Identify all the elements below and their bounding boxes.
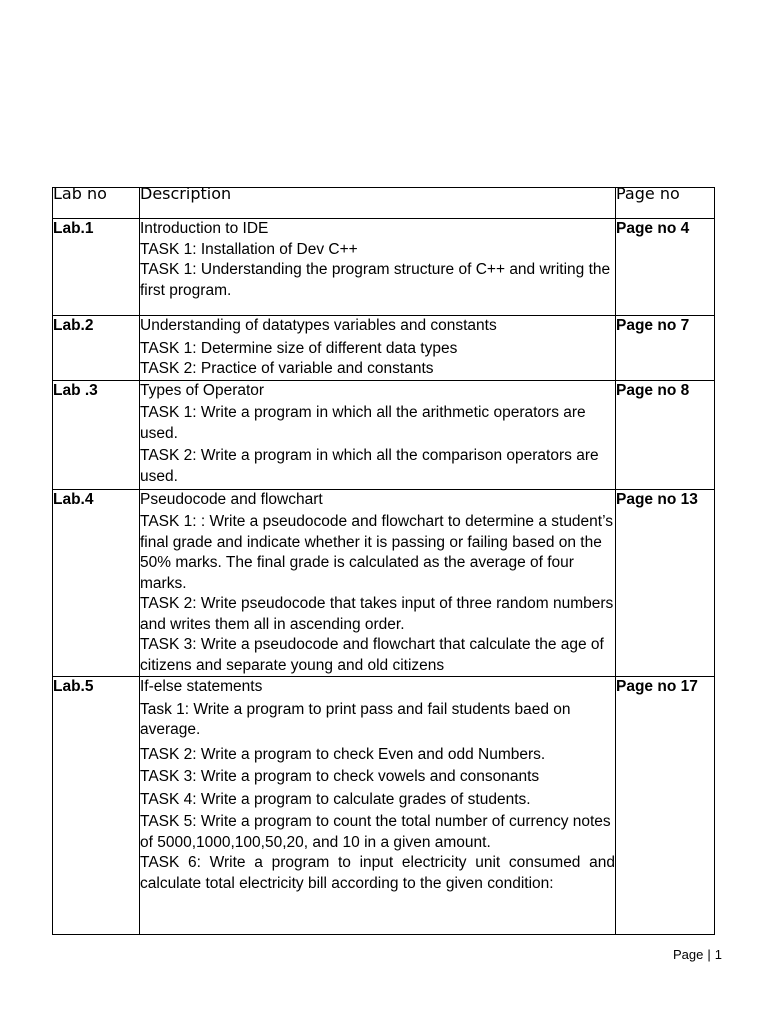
task-text: TASK 4: Write a program to calculate grades of students. bbox=[140, 790, 531, 808]
task-text: TASK 1: : Write a pseudocode and flowchart to determine a student’s final grade and indicate whether it is passing or failing based on the 50% marks. The final grade is calculated as the average of four marks. bbox=[140, 513, 614, 592]
task-text: TASK 6: Write a program to input electricity unit consumed and calculate total electricity bill according to the given condition: bbox=[140, 854, 615, 892]
task-text: TASK 1: Installation of Dev C++ bbox=[140, 240, 358, 258]
lab-description bbox=[140, 219, 616, 316]
lab-title: If-else statements bbox=[140, 678, 263, 695]
lab-title: Types of Operator bbox=[140, 381, 265, 399]
header-description: Description bbox=[140, 188, 616, 219]
lab-number: Lab.1 bbox=[53, 219, 140, 316]
task-text: TASK 1: Write a program in which all the arithmetic operators are used. bbox=[140, 404, 586, 442]
lab-number: Lab.4 bbox=[53, 489, 140, 677]
footer-page-number: 1 bbox=[714, 947, 722, 962]
task-text: TASK 2: Write a program to check Even and odd Numbers. bbox=[140, 745, 546, 763]
lab-title: Understanding of datatypes variables and constants bbox=[140, 317, 497, 334]
lab-number: Lab.5 bbox=[53, 677, 140, 935]
lab-title: Pseudocode and flowchart bbox=[140, 490, 323, 508]
lab-description bbox=[140, 316, 616, 381]
header-lab-no: Lab no bbox=[53, 188, 140, 219]
lab-number: Lab .3 bbox=[53, 380, 140, 489]
table-header-row bbox=[53, 188, 715, 219]
page-number: Page no 13 bbox=[616, 489, 715, 677]
lab-index-table bbox=[52, 184, 715, 935]
task-text: TASK 3: Write a program to check vowels and consonants bbox=[140, 768, 540, 785]
page-number: Page no 17 bbox=[616, 677, 715, 935]
task-text: Task 1: Write a program to print pass and fail students baed on average. bbox=[140, 700, 571, 738]
page-number: Page no 4 bbox=[616, 219, 715, 316]
page-footer bbox=[673, 947, 722, 962]
task-text: TASK 2: Write pseudocode that takes input of three random numbers and writes them all in ascending order. bbox=[140, 595, 614, 633]
task-text: TASK 1: Understanding the program structure of C++ and writing the first program. bbox=[140, 261, 611, 299]
task-text: TASK 5: Write a program to count the total number of currency notes of 5000,1000,100,50,20, and 10 in a given amount. bbox=[140, 813, 611, 851]
lab-title: Introduction to IDE bbox=[140, 220, 269, 237]
table-row bbox=[53, 316, 715, 381]
footer-page-label: Page bbox=[673, 947, 704, 962]
header-page-no: Page no bbox=[616, 188, 715, 219]
task-text: TASK 2: Practice of variable and constants bbox=[140, 360, 434, 377]
table-row bbox=[53, 380, 715, 489]
lab-description bbox=[140, 677, 616, 935]
page-number: Page no 7 bbox=[616, 316, 715, 381]
page-number: Page no 8 bbox=[616, 380, 715, 489]
lab-description bbox=[140, 380, 616, 489]
lab-description bbox=[140, 489, 616, 677]
table-row bbox=[53, 489, 715, 677]
task-text: TASK 3: Write a pseudocode and flowchart that calculate the age of citizens and separate young and old citizens bbox=[140, 636, 604, 674]
lab-number: Lab.2 bbox=[53, 316, 140, 381]
footer-separator: | bbox=[707, 947, 711, 962]
table-row bbox=[53, 219, 715, 316]
task-text: TASK 2: Write a program in which all the comparison operators are used. bbox=[140, 447, 599, 485]
task-text: TASK 1: Determine size of different data types bbox=[140, 339, 458, 357]
table-row bbox=[53, 677, 715, 935]
